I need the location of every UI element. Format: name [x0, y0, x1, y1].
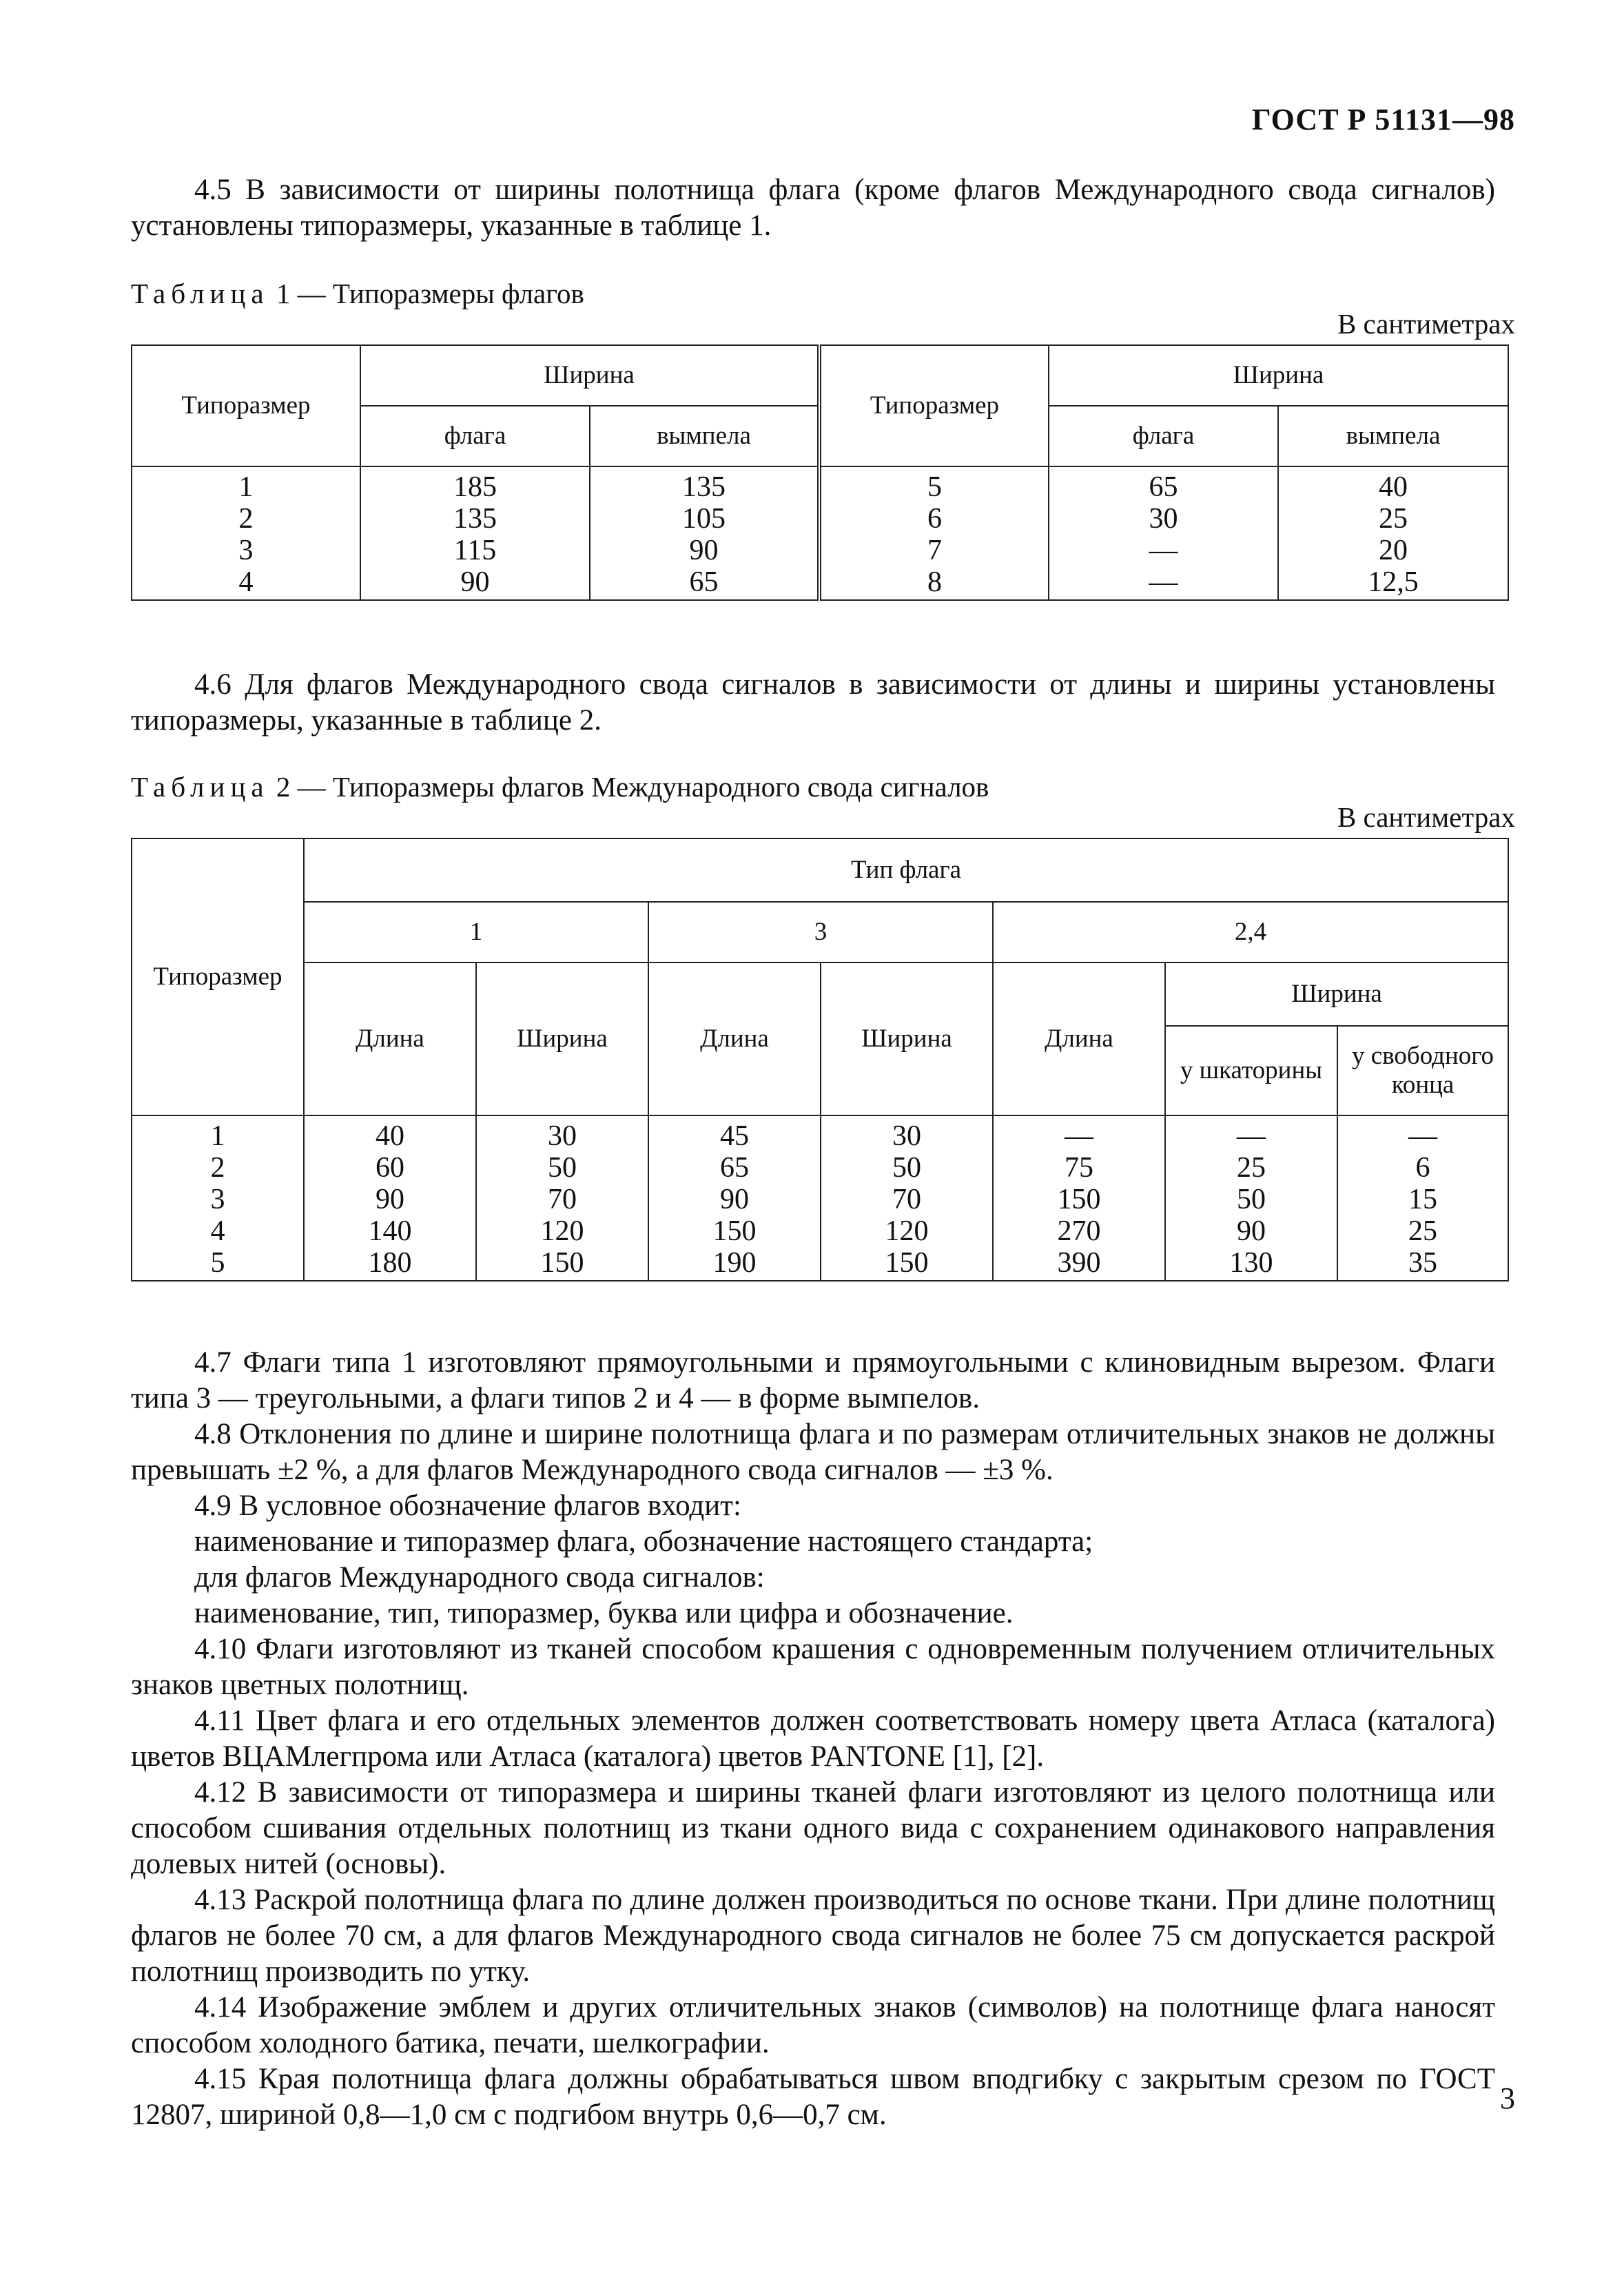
table-cell: 90 — [590, 536, 819, 568]
t1-header-width-right: Ширина — [1049, 345, 1508, 406]
caption-word: Таблица — [131, 278, 269, 309]
table-cell: 15 — [1337, 1185, 1508, 1217]
t2-header-length-3: Длина — [648, 962, 821, 1115]
paragraph-4-14: 4.14 Изображение эмблем и других отличительных знаков (символов) на полотнище флага наносят способом холодного батика, печати, шелкографии. — [131, 1991, 1495, 2059]
caption-text: 2 — Типоразмеры флагов Международного свода сигналов — [269, 771, 989, 803]
t2-header-hoist: у шкаторины — [1165, 1026, 1337, 1115]
table-row — [132, 1185, 1508, 1217]
table-cell: 90 — [304, 1185, 476, 1217]
table-cell: 90 — [1165, 1217, 1337, 1248]
t2-header-length-2-4: Длина — [993, 962, 1165, 1115]
table-cell: 3 — [132, 536, 360, 568]
table-cell: 185 — [360, 466, 590, 504]
table-cell: 40 — [1278, 466, 1508, 504]
table-row — [132, 1153, 1508, 1185]
table-cell: 65 — [648, 1153, 821, 1185]
list-item: наименование и типоразмер флага, обозначение настоящего стандарта; — [194, 1525, 1093, 1558]
paragraph-4-11: 4.11 Цвет флага и его отдельных элементов должен соответствовать номеру цвета Атласа (каталога) цветов ВЦАМлегпрома или Атласа (каталога) цветов PANTONE [1], [2]. — [131, 1705, 1495, 1773]
list-item: для флагов Международного свода сигналов: — [194, 1561, 765, 1594]
table-cell: 150 — [993, 1185, 1165, 1217]
table-cell: 60 — [304, 1153, 476, 1185]
table-cell: 65 — [590, 568, 819, 600]
paragraph-4-7: 4.7 Флаги типа 1 изготовляют прямоугольными и прямоугольными с клиновидным вырезом. Флаги типа 3 — треугольными, а флаги типов 2 и 4 — в форме вымпелов. — [131, 1346, 1495, 1414]
standard-header: ГОСТ Р 51131—98 — [1251, 103, 1515, 136]
table-cell: 70 — [476, 1185, 648, 1217]
table-cell: 12,5 — [1278, 568, 1508, 600]
t1-header-flag-left: флага — [360, 406, 590, 466]
table2-units: В сантиметрах — [1337, 801, 1515, 833]
table-cell: 50 — [821, 1153, 993, 1185]
paragraph-4-10: 4.10 Флаги изготовляют из тканей способом крашения с одновременным получением отличительных знаков цветных полотнищ. — [131, 1633, 1495, 1701]
table-cell: 120 — [476, 1217, 648, 1248]
table-row — [132, 1248, 1508, 1281]
table-cell: 150 — [476, 1248, 648, 1281]
table-cell: 45 — [648, 1115, 821, 1153]
table-cell: 190 — [648, 1248, 821, 1281]
table-row — [132, 504, 1508, 536]
t2-header-length-1: Длина — [304, 962, 476, 1115]
table-row — [132, 536, 1508, 568]
table-cell: 90 — [648, 1185, 821, 1217]
table-cell: 4 — [132, 568, 360, 600]
table-row — [132, 1217, 1508, 1248]
table-row — [132, 568, 1508, 600]
table2-caption — [131, 770, 989, 803]
table-cell: 30 — [476, 1115, 648, 1153]
table-cell: 180 — [304, 1248, 476, 1281]
table-cell: 30 — [1049, 504, 1278, 536]
table-cell: 150 — [648, 1217, 821, 1248]
body-text — [131, 1345, 1495, 2133]
t2-header-flag-type: Тип флага — [304, 838, 1508, 902]
paragraph-text: 4.6 Для флагов Международного свода сигналов в зависимости от длины и ширины установлены типоразмеры, указанные в таблице 2. — [131, 668, 1495, 737]
table1-caption — [131, 277, 584, 310]
t1-header-size-left: Типоразмер — [132, 345, 360, 466]
table-cell: 135 — [590, 466, 819, 504]
table-cell: 70 — [821, 1185, 993, 1217]
paragraph-4-12: 4.12 В зависимости от типоразмера и ширины тканей флаги изготовляют из целого полотнища или способом сшивания отдельных полотнищ из ткани одного вида с сохранением одинакового направления долевых нитей (основы). — [131, 1776, 1495, 1880]
table-cell: 270 — [993, 1217, 1165, 1248]
table-cell: 150 — [821, 1248, 993, 1281]
table-cell: 130 — [1165, 1248, 1337, 1281]
table-cell: — — [1165, 1115, 1337, 1153]
paragraph-4-15: 4.15 Края полотнища флага должны обрабатываться швом вподгибку с закрытым срезом по ГОСТ 12807, шириной 0,8—1,0 см с подгибом внутрь 0,6—0,7 см. — [131, 2063, 1495, 2131]
table-cell: 25 — [1337, 1217, 1508, 1248]
table-cell: 105 — [590, 504, 819, 536]
table-cell: — — [1049, 536, 1278, 568]
table1 — [131, 344, 1509, 601]
paragraph-4-9: 4.9 В условное обозначение флагов входит: — [194, 1490, 741, 1522]
t2-header-width-2-4: Ширина — [1165, 962, 1508, 1026]
table-row — [132, 1115, 1508, 1153]
table-cell: 40 — [304, 1115, 476, 1153]
table-cell: 7 — [819, 536, 1049, 568]
table-cell: 1 — [132, 1115, 304, 1153]
t2-header-width-1: Ширина — [476, 962, 648, 1115]
page-number: 3 — [1500, 2081, 1515, 2115]
table-cell: 135 — [360, 504, 590, 536]
t1-header-pennant-right: вымпела — [1278, 406, 1508, 466]
paragraph-4-8: 4.8 Отклонения по длине и ширине полотнища флага и по размерам отличительных знаков не должны превышать ±2 %, а для флагов Международного свода сигналов — ±3 %. — [131, 1418, 1495, 1486]
list-item: наименование, тип, типоразмер, буква или цифра и обозначение. — [194, 1597, 1014, 1629]
table-cell: 390 — [993, 1248, 1165, 1281]
table-cell: 5 — [819, 466, 1049, 504]
table-cell: 8 — [819, 568, 1049, 600]
table-cell: 140 — [304, 1217, 476, 1248]
table-cell: 30 — [821, 1115, 993, 1153]
table-cell: 50 — [1165, 1185, 1337, 1217]
t1-header-width-left: Ширина — [360, 345, 819, 406]
paragraph-4-5 — [131, 172, 1495, 244]
t2-header-size: Типоразмер — [132, 838, 304, 1115]
table-cell: 35 — [1337, 1248, 1508, 1281]
table-cell: 115 — [360, 536, 590, 568]
table-cell: 25 — [1278, 504, 1508, 536]
t2-header-type-1: 1 — [304, 902, 648, 962]
table-cell: — — [993, 1115, 1165, 1153]
t2-header-free-end: у свободного конца — [1337, 1026, 1508, 1115]
paragraph-text: 4.5 В зависимости от ширины полотнища флага (кроме флагов Международного свода сигналов) установлены типоразмеры, указанные в таблице 1. — [131, 174, 1495, 242]
table-cell: 20 — [1278, 536, 1508, 568]
t1-header-size-right: Типоразмер — [819, 345, 1049, 466]
table-cell: 1 — [132, 466, 360, 504]
table-cell: 6 — [1337, 1153, 1508, 1185]
paragraph-4-13: 4.13 Раскрой полотнища флага по длине должен производиться по основе ткани. При длине полотнищ флагов не более 70 см, а для флагов Международного свода сигналов не более 75 см допускается раскрой полотнищ производить по утку. — [131, 1884, 1495, 1988]
t1-header-pennant-left: вымпела — [590, 406, 819, 466]
table1-units: В сантиметрах — [1337, 308, 1515, 340]
table-cell: 2 — [132, 504, 360, 536]
t2-header-width-3: Ширина — [821, 962, 993, 1115]
table-cell: 50 — [476, 1153, 648, 1185]
caption-word: Таблица — [131, 771, 269, 803]
table-cell: 75 — [993, 1153, 1165, 1185]
table-cell: 4 — [132, 1217, 304, 1248]
table-cell: — — [1337, 1115, 1508, 1153]
table-cell: 120 — [821, 1217, 993, 1248]
caption-text: 1 — Типоразмеры флагов — [269, 278, 584, 309]
table-cell: 2 — [132, 1153, 304, 1185]
table-cell: 3 — [132, 1185, 304, 1217]
table-row — [132, 466, 1508, 504]
table2 — [131, 838, 1509, 1281]
t2-header-type-2-4: 2,4 — [993, 902, 1508, 962]
t1-header-flag-right: флага — [1049, 406, 1278, 466]
table-cell: 90 — [360, 568, 590, 600]
table-cell: — — [1049, 568, 1278, 600]
paragraph-4-6 — [131, 667, 1495, 739]
table-cell: 6 — [819, 504, 1049, 536]
table-cell: 65 — [1049, 466, 1278, 504]
t2-header-type-3: 3 — [648, 902, 993, 962]
table-cell: 25 — [1165, 1153, 1337, 1185]
table-cell: 5 — [132, 1248, 304, 1281]
